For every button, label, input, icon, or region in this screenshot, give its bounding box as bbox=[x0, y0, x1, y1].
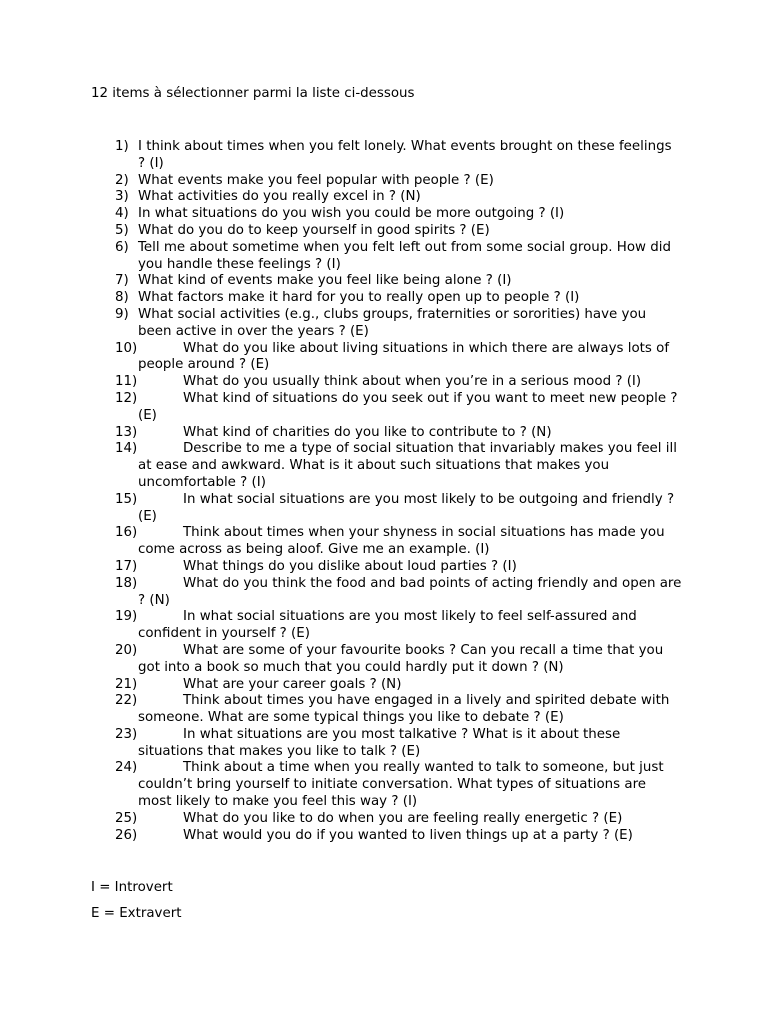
question-text: I think about times when you felt lonely. What events brought on these feelings ? (I) bbox=[138, 139, 672, 171]
question-text: What kind of situations do you seek out if you want to meet new people ? (E) bbox=[138, 390, 678, 423]
question-number: 21) bbox=[115, 676, 138, 692]
question-text: In what situations do you wish you could be more outgoing ? (I) bbox=[138, 206, 565, 222]
question-text: What do you like about living situations in which there are always lots of people around ? (E) bbox=[138, 340, 670, 373]
question-number: 20) bbox=[115, 642, 138, 658]
question-item bbox=[0, 223, 768, 240]
question-number: 10) bbox=[115, 340, 138, 356]
question-text: What activities do you really excel in ? (N) bbox=[138, 189, 421, 205]
question-text: What things do you dislike about loud parties ? (I) bbox=[183, 558, 517, 574]
page-heading: 12 items à sélectionner parmi la liste ci-dessous bbox=[91, 86, 415, 101]
question-number: 14) bbox=[115, 441, 138, 457]
question-item bbox=[0, 811, 768, 828]
question-text: What do you do to keep yourself in good spirits ? (E) bbox=[138, 222, 490, 238]
question-text: What factors make it hard for you to really open up to people ? (I) bbox=[138, 290, 580, 306]
question-number: 1) bbox=[115, 139, 129, 154]
question-item bbox=[0, 643, 768, 677]
question-text: In what social situations are you most likely to be outgoing and friendly ? (E) bbox=[138, 491, 675, 524]
question-item bbox=[0, 559, 768, 576]
question-item bbox=[0, 441, 768, 491]
question-text: Think about times when your shyness in social situations has made you come across as being aloof. Give me an example. (I) bbox=[138, 525, 665, 558]
question-item bbox=[0, 290, 768, 307]
question-number: 11) bbox=[115, 374, 138, 390]
question-number: 17) bbox=[115, 558, 138, 574]
question-number: 12) bbox=[115, 390, 138, 406]
question-number: 25) bbox=[115, 810, 138, 826]
question-text: What social activities (e.g., clubs groups, fraternities or sororities) have you been active in over the years ? (E) bbox=[138, 306, 647, 339]
question-number: 4) bbox=[115, 206, 129, 222]
question-item bbox=[0, 693, 768, 727]
question-text: In what situations are you most talkative ? What is it about these situations that makes you like to talk ? (E) bbox=[138, 726, 621, 759]
question-item bbox=[0, 341, 768, 375]
question-number: 9) bbox=[115, 306, 129, 322]
question-text: What events make you feel popular with people ? (E) bbox=[138, 172, 494, 188]
question-number: 24) bbox=[115, 760, 138, 776]
question-item bbox=[0, 240, 768, 274]
question-item bbox=[0, 609, 768, 643]
question-number: 18) bbox=[115, 575, 138, 591]
question-number: 15) bbox=[115, 491, 138, 507]
question-number: 23) bbox=[115, 726, 138, 742]
question-text: What do you usually think about when you’re in a serious mood ? (I) bbox=[183, 374, 642, 390]
question-text: In what social situations are you most likely to feel self-assured and confident in yourself ? (E) bbox=[138, 609, 637, 642]
question-number: 8) bbox=[115, 290, 129, 306]
question-number: 22) bbox=[115, 693, 138, 709]
question-number: 3) bbox=[115, 189, 129, 205]
question-text: Tell me about sometime when you felt left out from some social group. How did you handle these feelings ? (I) bbox=[138, 239, 671, 272]
question-item bbox=[0, 677, 768, 694]
question-number: 2) bbox=[115, 172, 129, 188]
question-text: Think about a time when you really wanted to talk to someone, but just couldn’t bring yourself to initiate conversation. What types of situations are most likely to make you feel this way ? (I) bbox=[138, 760, 664, 810]
question-text: What would you do if you wanted to liven things up at a party ? (E) bbox=[183, 827, 633, 843]
question-number: 19) bbox=[115, 609, 138, 625]
question-item bbox=[0, 760, 768, 810]
question-text: What kind of events make you feel like being alone ? (I) bbox=[138, 273, 512, 289]
question-item bbox=[0, 828, 768, 845]
question-text: Think about times you have engaged in a lively and spirited debate with someone. What are some typical things you like to debate ? (E) bbox=[138, 693, 670, 726]
question-item bbox=[0, 206, 768, 223]
question-number: 16) bbox=[115, 525, 138, 541]
question-item bbox=[0, 139, 768, 173]
question-text: Describe to me a type of social situation that invariably makes you feel ill at ease and awkward. What is it about such situations that makes you uncomfortable ? (I) bbox=[138, 441, 677, 490]
question-item bbox=[0, 727, 768, 761]
question-item bbox=[0, 307, 768, 341]
question-text: What are some of your favourite books ? Can you recall a time that you got into a book so much that you could hardly put it down ? (N) bbox=[138, 642, 664, 675]
legend-introvert: I = Introvert bbox=[91, 880, 173, 895]
question-number: 26) bbox=[115, 827, 138, 843]
question-text: What do you think the food and bad points of acting friendly and open are ? (N) bbox=[138, 575, 682, 608]
question-item bbox=[0, 525, 768, 559]
question-number: 5) bbox=[115, 222, 129, 238]
question-number: 13) bbox=[115, 424, 138, 440]
question-item bbox=[0, 425, 768, 442]
question-number: 6) bbox=[115, 239, 129, 255]
question-item bbox=[0, 374, 768, 391]
legend-extravert: E = Extravert bbox=[91, 906, 182, 921]
question-text: What kind of charities do you like to contribute to ? (N) bbox=[183, 424, 552, 440]
question-number: 7) bbox=[115, 273, 129, 289]
question-item bbox=[0, 173, 768, 190]
question-list bbox=[0, 139, 768, 844]
question-item bbox=[0, 492, 768, 526]
question-item bbox=[0, 391, 768, 425]
question-item bbox=[0, 273, 768, 290]
question-item bbox=[0, 576, 768, 610]
question-text: What are your career goals ? (N) bbox=[183, 676, 402, 692]
question-text: What do you like to do when you are feeling really energetic ? (E) bbox=[183, 810, 623, 826]
question-item bbox=[0, 189, 768, 206]
